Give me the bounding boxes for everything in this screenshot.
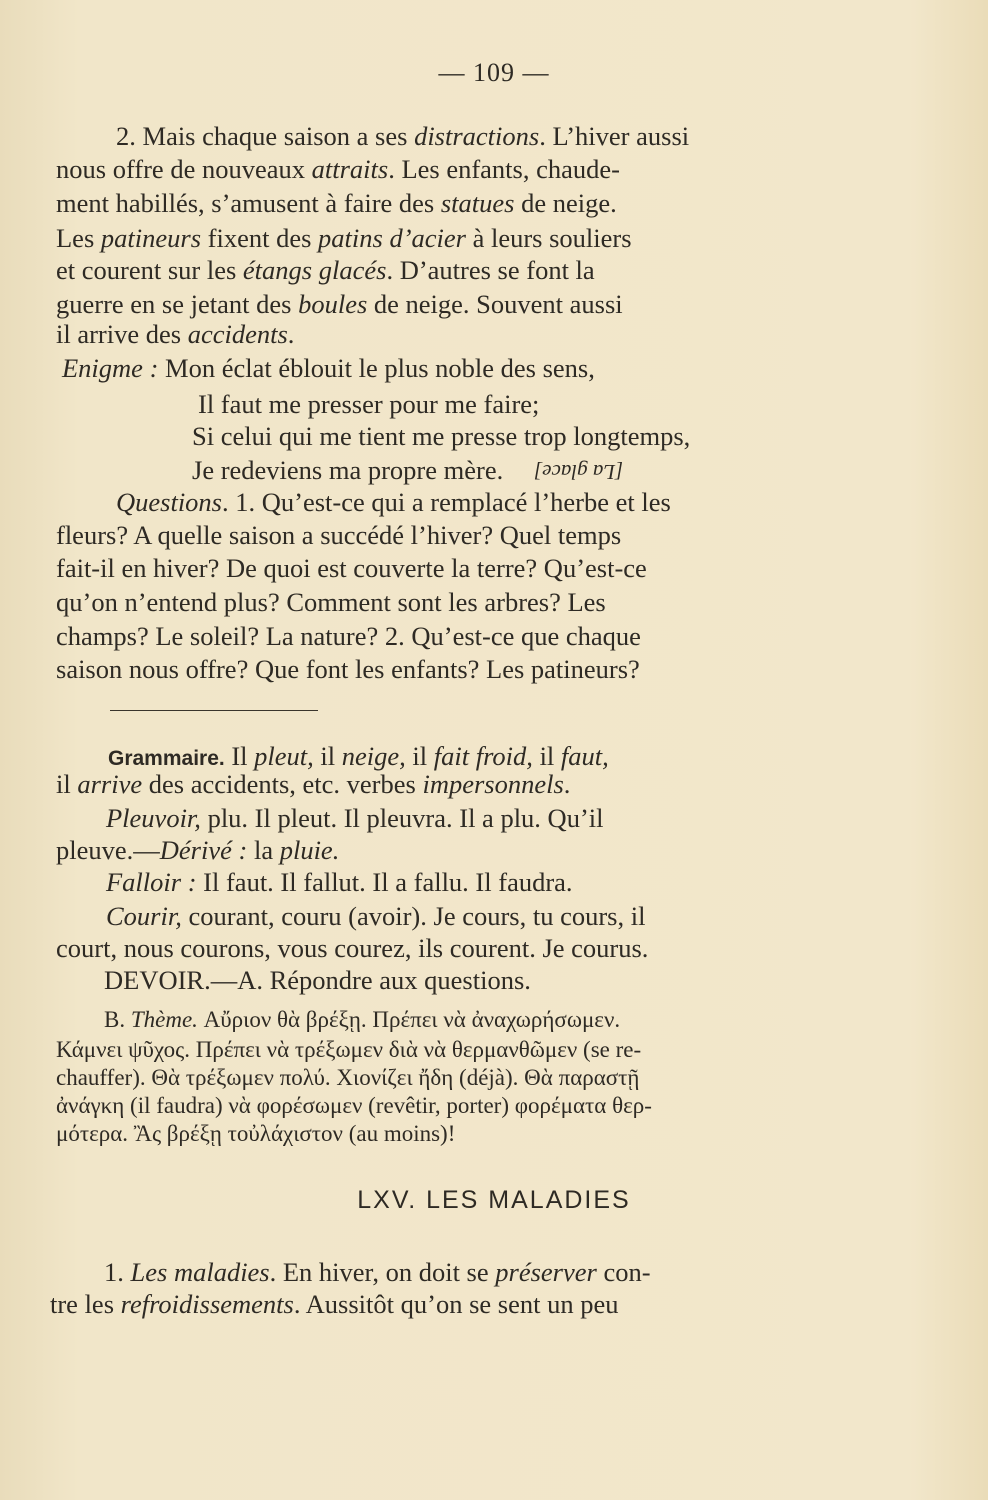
text-line: champs? Le soleil? La nature? 2. Qu’est-ce que chaque: [56, 621, 641, 651]
text: de neige. Souvent aussi: [367, 289, 623, 319]
text-line: saison nous offre? Que font les enfants? Les patineurs?: [56, 654, 640, 684]
text: . 1. Qu’est-ce qui a remplacé l’herbe et les: [222, 487, 671, 517]
verb-label: Falloir :: [106, 867, 197, 897]
text-line: chauffer). Θὰ τρέξωμεν πολύ. Χιονίζει ἤδη (déjà). Θὰ παραστῇ: [56, 1065, 640, 1090]
text: pleuve.—: [56, 835, 160, 865]
text: il: [405, 741, 434, 771]
text-line: [106, 900, 866, 932]
italic-term: distractions: [414, 121, 540, 151]
text: plu. Il pleut. Il pleuvra. Il a plu. Qu’il: [200, 803, 604, 833]
text: . En hiver, on doit se: [269, 1257, 496, 1287]
enigme-answer: [La glace]: [533, 460, 624, 484]
italic-term: préserver: [495, 1257, 597, 1287]
italic-term: étangs glacés: [242, 255, 387, 285]
text: et courent sur les: [56, 255, 243, 285]
text-line: [104, 1256, 864, 1288]
text-line: [56, 153, 816, 185]
text-line: [56, 318, 816, 350]
italic-term: Dérivé :: [159, 835, 248, 865]
text-line: [56, 834, 816, 866]
text-line: [56, 187, 816, 219]
page-number: — 109 —: [438, 58, 550, 87]
theme-label: Thème.: [130, 1007, 198, 1032]
text-line: μότερα. Ἂς βρέξῃ τοὐλάχιστον (au moins)!: [56, 1121, 456, 1146]
text-line: [116, 120, 846, 152]
text-line: [50, 1288, 810, 1320]
italic-term: fait froid,: [433, 741, 533, 771]
enigme-line: [62, 352, 822, 384]
text: il: [313, 741, 342, 771]
text: . D’autres se font la: [386, 255, 595, 285]
italic-term: refroidissements: [120, 1289, 294, 1319]
text-line: qu’on n’entend plus? Comment sont les arbres? Les: [56, 587, 606, 617]
text: la: [247, 835, 280, 865]
text: Il faut. Il fallut. Il a fallu. Il faudra.: [196, 867, 573, 897]
italic-term: arrive: [77, 769, 143, 799]
text: il arrive des: [56, 319, 188, 349]
text: Il: [224, 741, 255, 771]
italic-term: patins d’acier: [318, 223, 466, 253]
text-line: Κάμνει ψῦχος. Πρέπει νὰ τρέξωμεν διὰ νὰ θερμανθῶμεν (se re-: [56, 1037, 642, 1062]
italic-term: faut,: [560, 741, 609, 771]
chapter-heading: LXV. LES MALADIES: [357, 1186, 631, 1214]
text-line: [56, 222, 816, 254]
text: il: [56, 769, 78, 799]
text-line: fleurs? A quelle saison a succédé l’hiver? Quel temps: [56, 520, 622, 550]
verb-label: Pleuvoir,: [106, 803, 201, 833]
theme-line: [104, 1004, 864, 1036]
enigme-label: Enigme :: [62, 353, 159, 383]
text: fixent des: [201, 223, 319, 253]
italic-term: neige,: [341, 741, 406, 771]
text-line: court, nous courons, vous courez, ils courent. Je courus.: [56, 933, 649, 963]
verb-label: Courir,: [106, 901, 182, 931]
italic-term: pleut,: [254, 741, 314, 771]
italic-term: boules: [298, 289, 368, 319]
grammar-label: Grammaire.: [108, 747, 225, 770]
text-line: ἀνάγκη (il faudra) νὰ φορέσωμεν (revêtir, porter) φορέματα θερ-: [56, 1093, 652, 1118]
text: con-: [596, 1257, 651, 1287]
text: à leurs souliers: [465, 223, 632, 253]
text-line: fait-il en hiver? De quoi est couverte la terre? Qu’est-ce: [56, 553, 647, 583]
text: 2. Mais chaque saison a ses: [116, 121, 415, 151]
italic-term: Les maladies: [130, 1257, 270, 1287]
text: Les: [56, 223, 101, 253]
text-line: [56, 254, 816, 286]
text: nous offre de nouveaux: [56, 154, 312, 184]
text: . Les enfants, chaude-: [388, 154, 620, 184]
questions-label: Questions: [116, 487, 222, 517]
verse-line: Il faut me presser pour me faire;: [198, 389, 540, 419]
text: . L’hiver aussi: [539, 121, 690, 151]
text: courant, couru (avoir). Je cours, tu cours, il: [181, 901, 646, 931]
text-line: [106, 866, 866, 898]
italic-term: impersonnels: [422, 769, 564, 799]
italic-term: attraits: [311, 154, 389, 184]
verse: Je redeviens ma propre mère.: [192, 455, 504, 485]
text: tre les: [50, 1289, 121, 1319]
text-line: [106, 802, 866, 834]
text: 1.: [104, 1257, 131, 1287]
text: des accidents, etc. verbes: [142, 769, 423, 799]
text: B.: [104, 1007, 131, 1032]
text-line: [56, 288, 816, 320]
text: guerre en se jetant des: [56, 289, 299, 319]
italic-term: accidents: [187, 319, 288, 349]
verse-line: [192, 454, 952, 488]
section-divider: [110, 710, 318, 711]
text: .: [287, 319, 295, 349]
text: ment habillés, s’amusent à faire des: [56, 188, 441, 218]
text: il: [532, 741, 561, 771]
verse: Mon éclat éblouit le plus noble des sens,: [165, 353, 595, 383]
italic-term: statues: [440, 188, 515, 218]
text: .: [563, 769, 571, 799]
text-line: DEVOIR.—A. Répondre aux questions.: [104, 965, 531, 995]
italic-term: pluie.: [279, 835, 340, 865]
text-line: [56, 768, 816, 800]
verse-line: Si celui qui me tient me presse trop longtemps,: [192, 421, 691, 451]
text: . Aussitôt qu’on se sent un peu: [293, 1289, 619, 1319]
italic-term: patineurs: [100, 223, 202, 253]
text: de neige.: [514, 188, 617, 218]
questions-line: [116, 486, 876, 518]
text: Αὔριον θὰ βρέξῃ. Πρέπει νὰ ἀναχωρήσωμεν.: [197, 1007, 621, 1032]
